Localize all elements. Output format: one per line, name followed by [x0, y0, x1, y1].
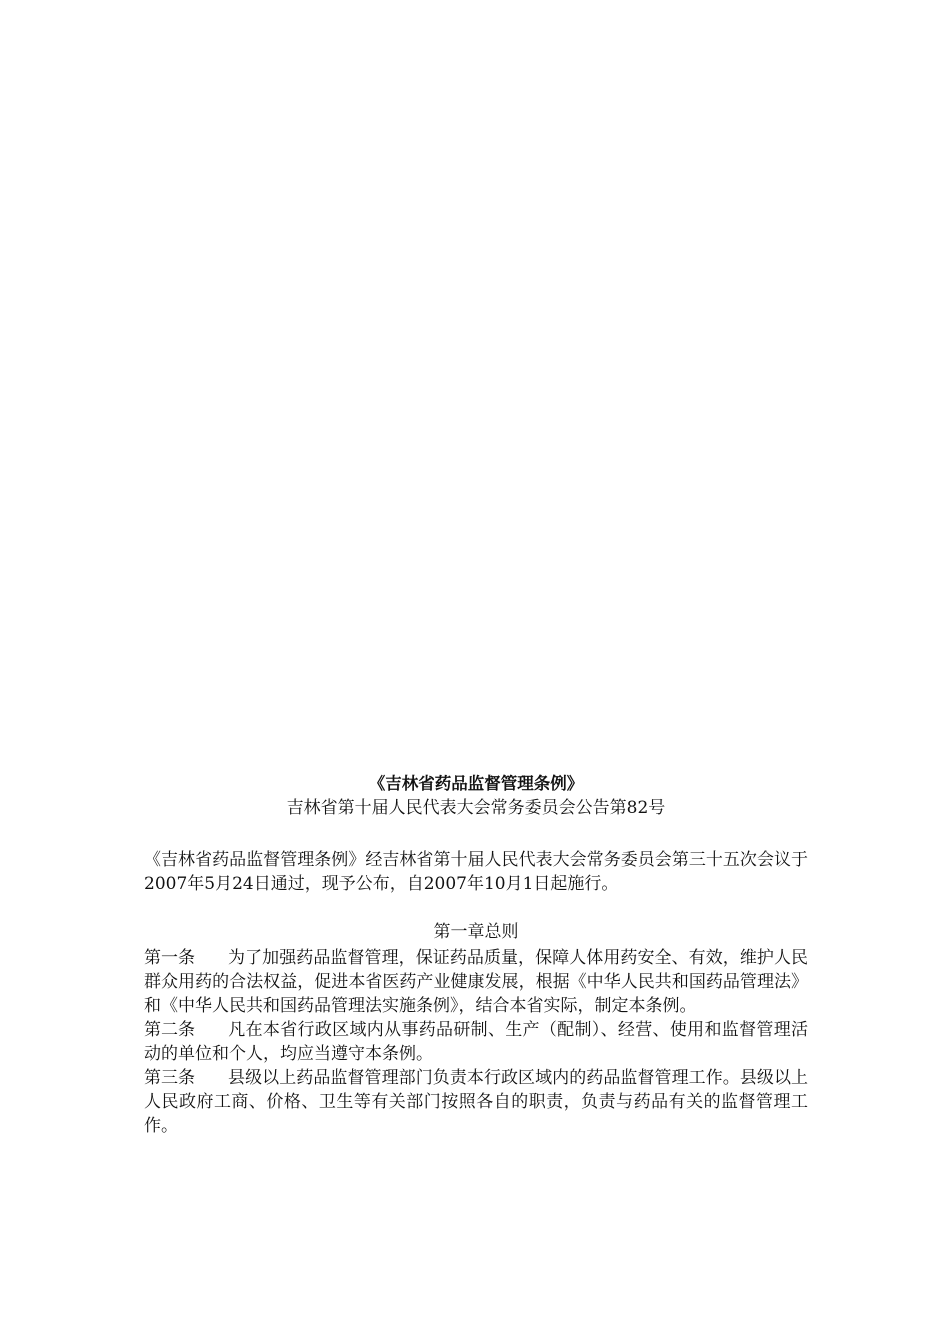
document-title: 《吉林省药品监督管理条例》 — [368, 774, 584, 793]
chapter-heading: 第一章总则 — [433, 922, 519, 942]
article-text: 县级以上药品监督管理部门负责本行政区域内的药品监督管理工作。县级以上人民政府工商、价格、卫生等有关部门按照各自的职责，负责与药品有关的监督管理工作。 — [144, 1068, 808, 1136]
announcement-line: 吉林省第十届人民代表大会常务委员会公告第82号 — [286, 798, 666, 818]
article-1 — [144, 946, 808, 1018]
article-number: 第二条 — [144, 1020, 195, 1040]
preamble-paragraph: 《吉林省药品监督管理条例》经吉林省第十届人民代表大会常务委员会第三十五次会议于2007年5月24日通过，现予公布，自2007年10月1日起施行。 — [144, 850, 808, 894]
article-3 — [144, 1066, 808, 1138]
article-text: 凡在本省行政区域内从事药品研制、生产（配制）、经营、使用和监督管理活动的单位和个人，均应当遵守本条例。 — [144, 1020, 808, 1064]
article-2 — [144, 1018, 808, 1066]
article-number: 第一条 — [144, 948, 195, 968]
document-page — [144, 772, 808, 1138]
blank-line — [144, 822, 808, 848]
article-text: 为了加强药品监督管理，保证药品质量，保障人体用药安全、有效，维护人民群众用药的合法权益，促进本省医药产业健康发展，根据《中华人民共和国药品管理法》和《中华人民共和国药品管理法实施条例》，结合本省实际，制定本条例。 — [144, 948, 808, 1016]
article-number: 第三条 — [144, 1068, 195, 1088]
